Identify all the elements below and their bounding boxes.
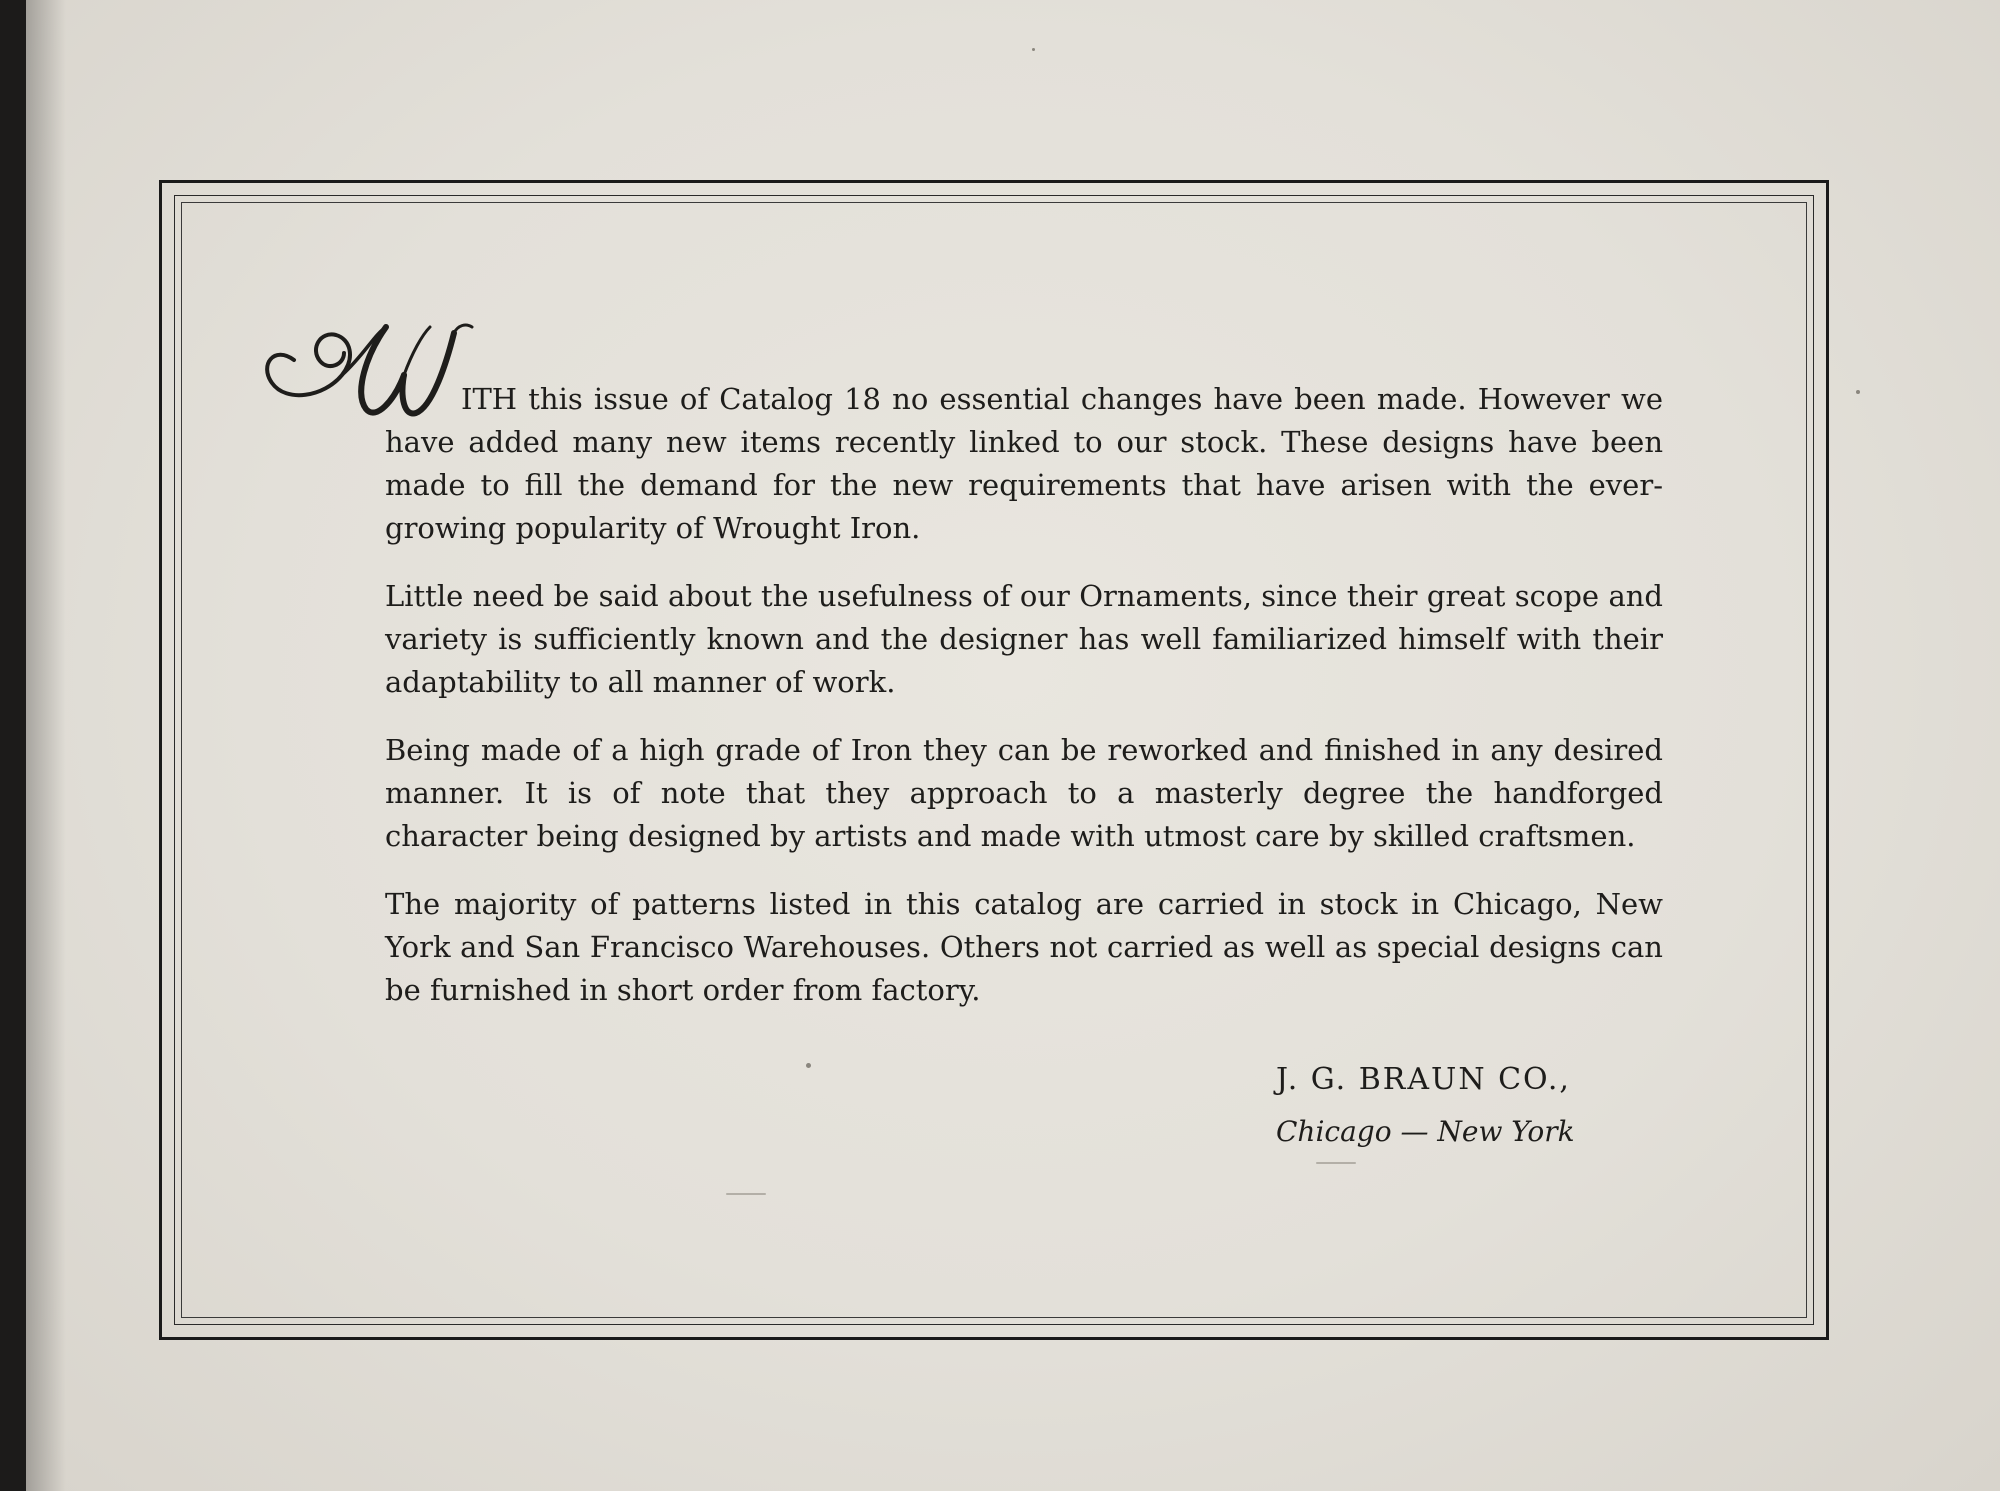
signature-block xyxy=(1276,1058,1696,1152)
catalog-page xyxy=(26,0,2000,1491)
foreword-text xyxy=(385,378,1663,1037)
paper-speck xyxy=(806,1063,811,1068)
company-cities: Chicago — New York xyxy=(1276,1115,1575,1148)
dropcap-letter: W xyxy=(254,305,255,306)
paper-speck xyxy=(726,1193,766,1195)
paper-speck xyxy=(1316,1162,1356,1164)
company-name: J. G. BRAUN CO., xyxy=(1276,1062,1571,1097)
paragraph-4: The majority of patterns listed in this catalog are carried in stock in Chicago, New York and San Francisco Warehouses. Others not carried as well as special designs can be furnished in short order from factory. xyxy=(385,887,1663,1007)
paper-speck xyxy=(1032,48,1035,51)
paragraph-1: ITH this issue of Catalog 18 no essential changes have been made. However we have added many new items recently linked to our stock. These designs have been made to fill the demand for the new requirements that have arisen with the ever-growing popularity of Wrought Iron. xyxy=(385,382,1663,545)
paper-speck xyxy=(1856,390,1860,394)
spine-shadow xyxy=(26,0,66,1491)
paragraph-2: Little need be said about the usefulness of our Ornaments, since their great scope and variety is sufficiently known and the designer has well familiarized himself with their adaptability to all manner of work. xyxy=(385,579,1663,699)
paragraph-3: Being made of a high grade of Iron they can be reworked and finished in any desired manner. It is of note that they approach to a masterly degree the handforged character being designed by artists and made with utmost care by skilled craftsmen. xyxy=(385,733,1663,853)
